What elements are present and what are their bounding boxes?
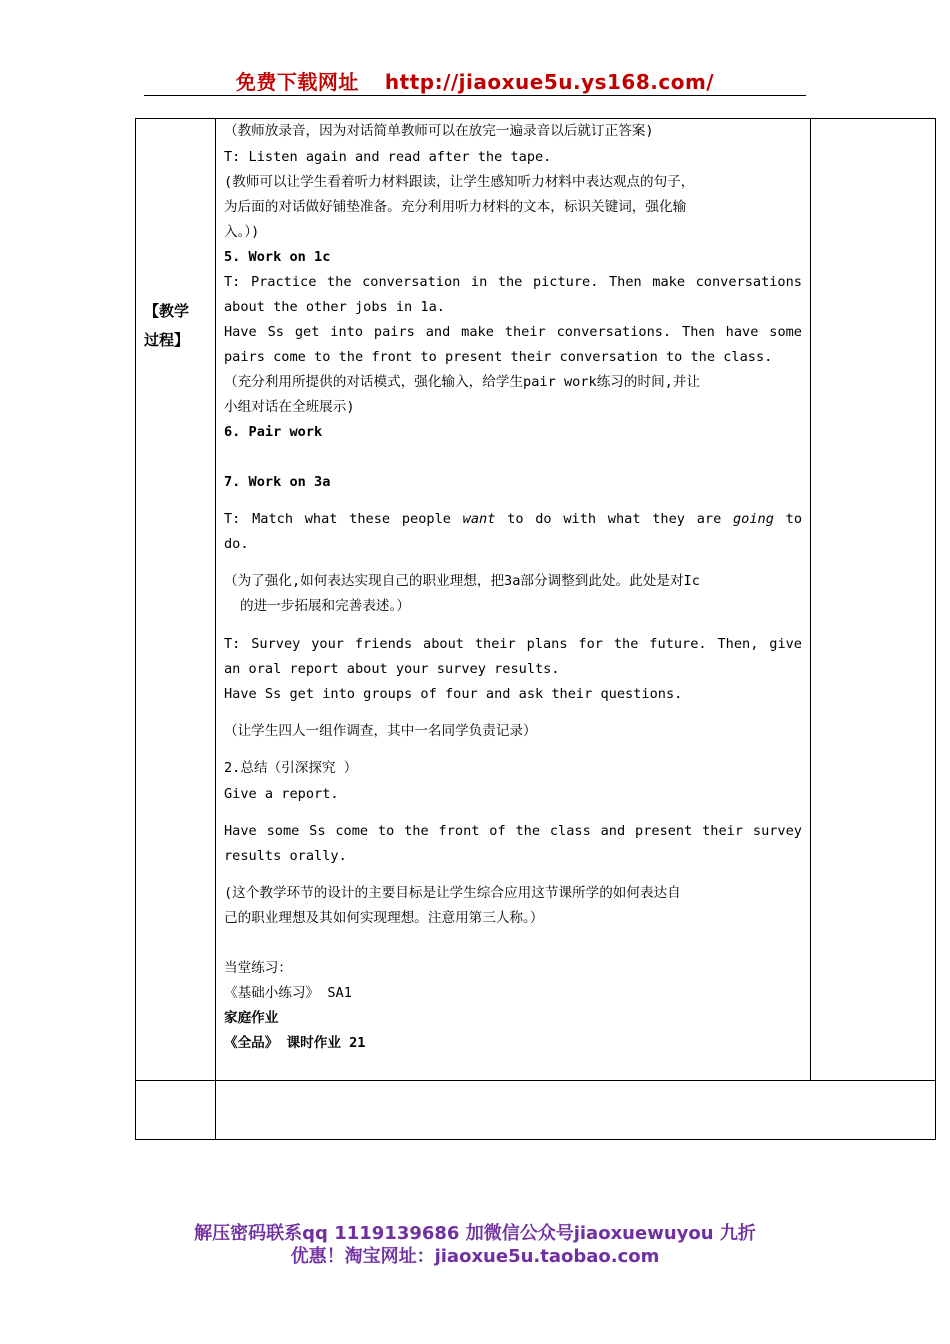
text-line: （充分利用所提供的对话模式，强化输入，给学生pair work练习的时间,并让 [224,374,701,390]
text-line: do. [224,536,249,552]
text-line [224,509,802,529]
row-label-line: 【教学 [144,302,190,320]
section-heading: 7. Work on 3a [224,474,331,490]
text-line: 当堂练习： [224,960,292,976]
text-line: （教师放录音，因为对话简单教师可以在放完一遍录音以后就订正答案) [224,123,654,139]
text-line: Have some Ss come to the front of the class and present their survey [224,823,802,839]
text-line: Have Ss get into pairs and make their conversations. Then have some [224,324,802,340]
text-line: (教师可以让学生看着听力材料跟读，让学生感知听力材料中表达观点的句子， [224,174,695,190]
text-line: 入。）) [224,224,260,240]
text-line: Have Ss get into groups of four and ask their questions. [224,686,683,702]
text-line: 小组对话在全班展示) [224,399,355,415]
text-line: T: Survey your friends about their plans for the future. Then, give [224,636,802,652]
text-line: results orally. [224,848,347,864]
text-line: 的进一步拓展和完善表述。） [240,598,410,614]
text-line: 己的职业理想及其如何实现理想。注意用第三人称。） [224,910,544,926]
text-run: T: Match what these people [224,511,451,527]
empty-cell [135,1080,216,1140]
text-line: about the other jobs in 1a. [224,299,445,315]
text-line: pairs come to the front to present their conversation to the class. [224,349,773,365]
empty-cell [215,1080,936,1140]
text-run-italic: going [733,511,774,527]
header-rule [144,95,806,96]
section-heading: 6. Pair work [224,424,323,440]
lesson-table [135,118,936,1140]
text-line: an oral report about your survey results. [224,661,560,677]
footer-line-1: 解压密码联系qq 1119139686 加微信公众号jiaoxuewuyou 九折 [194,1223,756,1244]
text-line: T: Listen again and read after the tape. [224,149,552,165]
text-line: 《基础小练习》 SA1 [224,985,352,1001]
text-line: (这个教学环节的设计的主要目标是让学生综合应用这节课所学的如何表达自 [224,885,681,901]
notes-cell [810,118,936,1081]
row-label-line: 过程】 [144,331,190,349]
row-label [144,297,189,355]
header-url[interactable]: http://jiaoxue5u.ys168.com/ [384,70,715,94]
section-heading: 家庭作业 [224,1010,279,1026]
text-run-italic: want [462,511,496,527]
footer-line-2: 优惠！淘宝网址：jiaoxue5u.taobao.com [290,1246,660,1267]
section-heading: 《全品》 课时作业 21 [224,1035,366,1051]
text-line: 为后面的对话做好铺垫准备。充分利用听力材料的文本，标识关键词，强化输 [224,199,687,215]
text-line: （让学生四人一组作调查，其中一名同学负责记录） [224,723,537,739]
row-label-cell [135,118,216,1081]
text-run: to do with what they are [507,511,722,527]
text-run: to [785,511,803,527]
text-line: T: Practice the conversation in the picture. Then make conversations [224,274,802,290]
text-line: Give a report. [224,786,339,802]
text-line: 2.总结（引深探究 ） [224,760,358,776]
section-heading: 5. Work on 1c [224,249,331,265]
page-header [0,66,950,95]
header-label: 免费下载网址 [235,70,359,94]
text-line: （为了强化,如何表达实现自己的职业理想，把3a部分调整到此处。此处是对Ic [224,573,700,589]
